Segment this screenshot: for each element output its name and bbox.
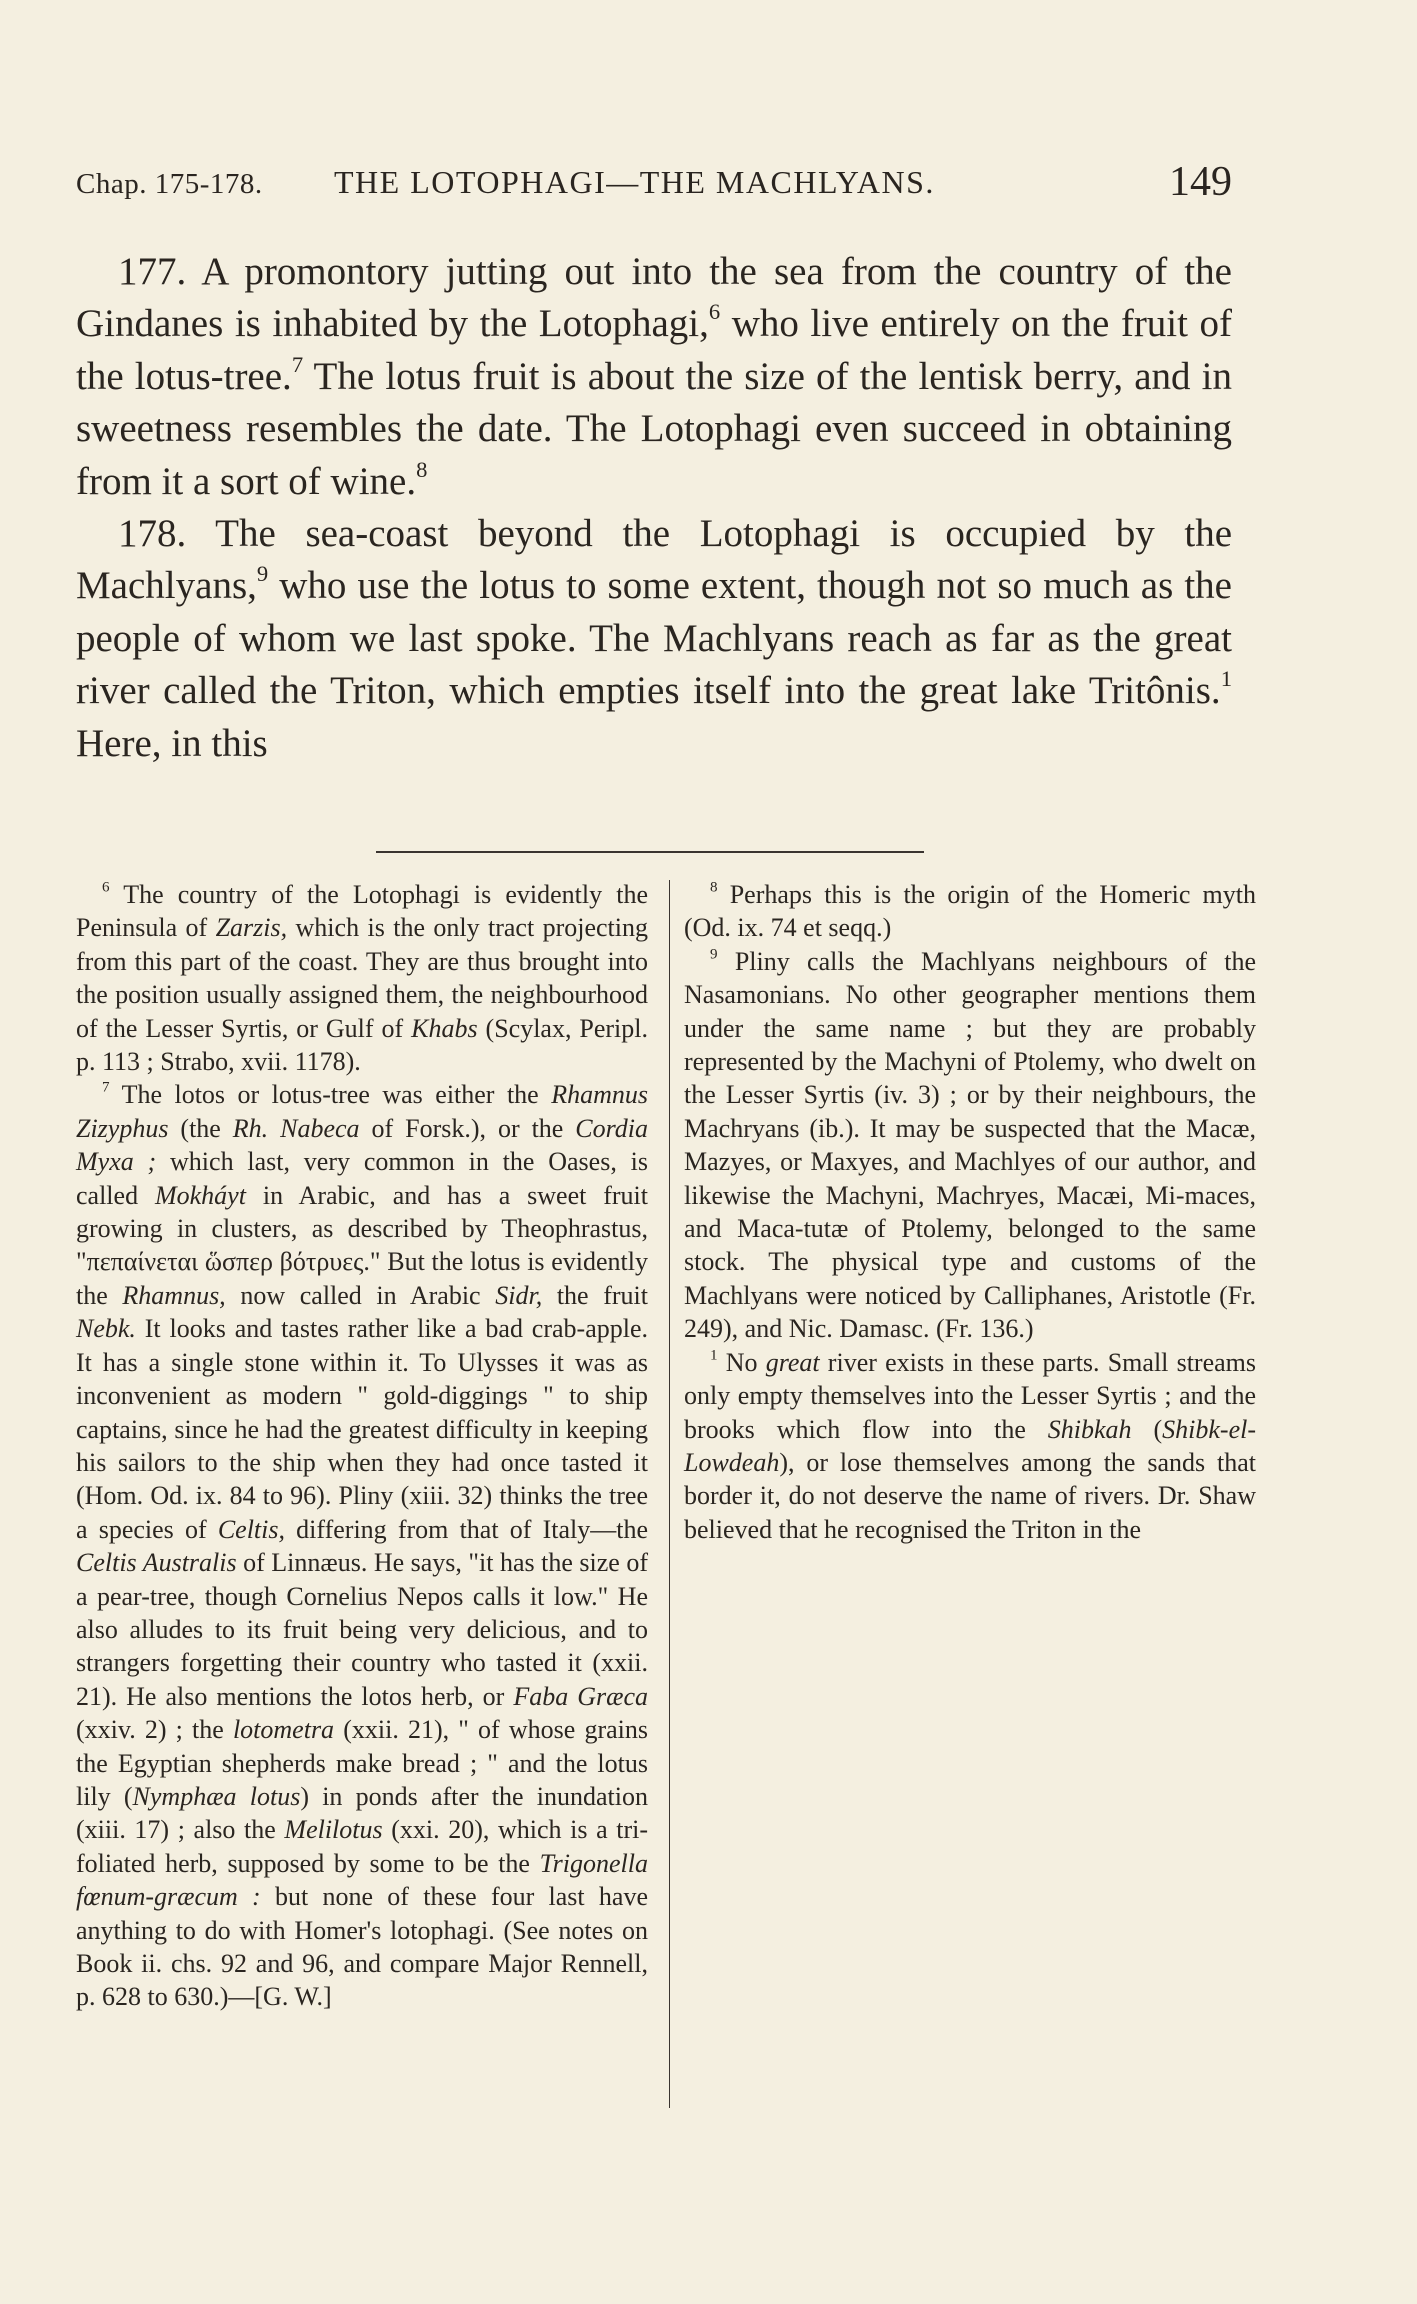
- footnote-6: $^6$ The country of the Lotophagi is evidently the Peninsula of Zarzis, which is the only tract projecting from this part of the coast. They are thus brought into the position usually assigned them, the neighbourhood of the Lesser Syrtis, or Gulf of Khabs (Scylax, Peripl. p. 113 ; Strabo, xvii. 1178).: [76, 879, 649, 1077]
- footnote-separator-rule: [376, 851, 924, 853]
- footnotes-right-column: [684, 878, 1256, 1546]
- footnote-ref-7: 7: [291, 351, 304, 377]
- footnote-7: $^7$ The lotos or lotus-tree was either the Rhamnus Zizyphus (the Rh. Nabeca of Forsk.), or the Cordia Myxa ; which last, very common in the Oases, is called Mokháyt in Arabic, and has a sweet fruit growing in clusters, as described by Theophrastus, "πεπαίνεται ὥσπερ βότρυες." But the lotus is evidently the Rhamnus, now called in Arabic Sidr, the fruit Nebk. It looks and tastes rather like a bad crab-apple. It has a single stone within it. To Ulysses it was as inconvenient as modern " gold-diggings " to ship captains, since he had the greatest difficulty in keeping his sailors to the ship when they had once tasted it (Hom. Od. ix. 84 to 96). Pliny (xiii. 32) thinks the tree a species of Celtis, differing from that of Italy—the Celtis Australis of Linnæus. He says, "it has the size of a pear-tree, though Cornelius Nepos calls it low." He also alludes to its fruit being very delicious, and to strangers forgetting their country who tasted it (xxii. 21). He also mentions the lotos herb, or Faba Græca (xxiv. 2) ; the lotometra (xxii. 21), " of whose grains the Egyptian shepherds make bread ; " and the lotus lily (Nymphæa lotus) in ponds after the inundation (xiii. 17) ; also the Melilotus (xxi. 20), which is a tri-foliated herb, supposed by some to be the Trigonella fœnum-græcum : but none of these four last have anything to do with Homer's lotophagi. (See notes on Book ii. chs. 92 and 96, and compare Major Rennell, p. 628 to 630.)—[G. W.]: [76, 1080, 649, 2012]
- footnote-ref-6: 6: [708, 299, 721, 325]
- footnotes-left-column: [76, 878, 648, 2014]
- footnote-ref-1: 1: [1220, 666, 1232, 692]
- footnote-1: $^1$ No great river exists in these parts. Small streams only empty themselves into the Lesser Syrtis ; and the brooks which flow into the Shibkah (Shibk-el-Lowdeah), or lose themselves among the sands that border it, do not deserve the name of rivers. Dr. Shaw believed that he recognised the Triton in the: [684, 1347, 1256, 1544]
- paragraph-177: 177. A promontory jutting out into the sea from the country of the Gindanes is inhabited by the Lotophagi,$^6$ who live entirely on the fruit of the lotus-tree.$^7$ The lotus fruit is about the size of the lentisk berry, and in sweetness resembles the date. The Lotophagi even succeed in obtaining from it a sort of wine.$^8$: [76, 250, 1233, 503]
- main-text: [76, 246, 1232, 770]
- footnote-ref-8: 8: [416, 456, 428, 482]
- paragraph-178: 178. The sea-coast beyond the Lotophagi is occupied by the Machlyans,$^9$ who use the lotus to some extent, though not so much as the people of whom we last spoke. The Machlyans reach as far as the great river called the Triton, which empties itself into the great lake Tritônis.$^1$ Here, in this: [76, 512, 1232, 765]
- page-title: THE LOTOPHAGI—THE MACHLYANS.: [334, 164, 935, 200]
- column-divider: [669, 880, 670, 2108]
- page-number: 149: [1169, 159, 1232, 205]
- footnote-9: $^9$ Pliny calls the Machlyans neighbours of the Nasamonians. No other geographer mentions them under the same name ; but they are probably represented by the Machyni of Ptolemy, who dwelt on the Lesser Syrtis (iv. 3) ; or by their neighbours, the Machryans (ib.). It may be suspected that the Macæ, Mazyes, or Maxyes, and Machlyes of our author, and likewise the Machyni, Machryes, Macæi, Mi-maces, and Maca-tutæ of Ptolemy, belonged to the same stock. The physical type and customs of the Machlyans were noticed by Calliphanes, Aristotle (Fr. 249), and Nic. Damasc. (Fr. 136.): [684, 946, 1256, 1344]
- footnote-ref-9: 9: [256, 561, 269, 587]
- running-head: [76, 158, 1232, 218]
- chapter-reference: Chap. 175-178.: [76, 168, 263, 200]
- footnote-8: $^8$ Perhaps this is the origin of the Homeric myth (Od. ix. 74 et seqq.): [684, 879, 1256, 943]
